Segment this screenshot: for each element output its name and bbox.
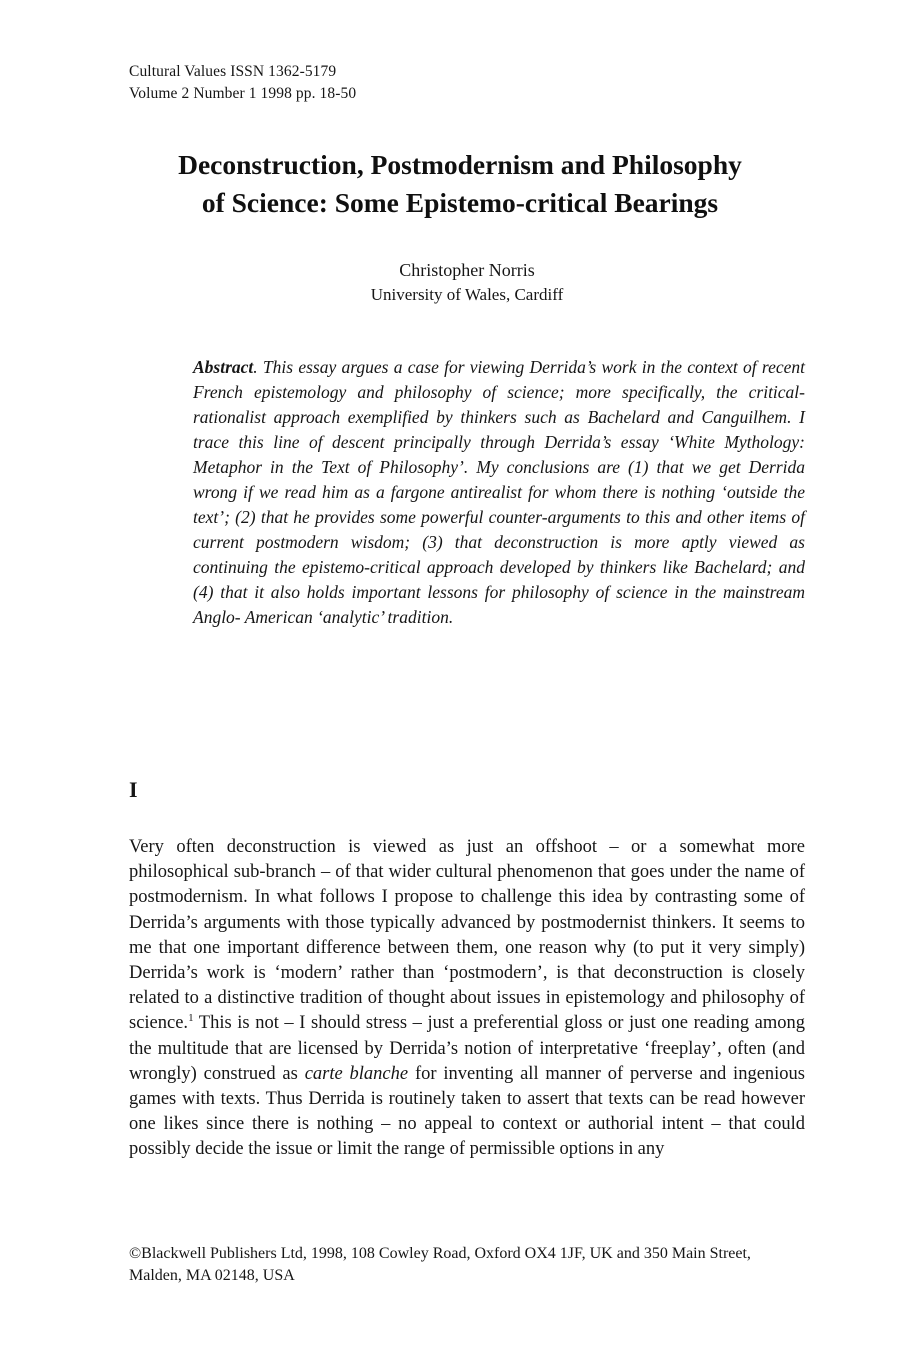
article-title-line2: of Science: Some Epistemo-critical Bearings [201, 187, 719, 218]
abstract-block [193, 355, 805, 630]
italic-phrase-carte-blanche: carte blanche [304, 1063, 409, 1084]
journal-volume-line: Volume 2 Number 1 1998 pp. 18-50 [129, 84, 357, 102]
body-paragraph [129, 835, 805, 1163]
publisher-copyright: ©Blackwell Publishers Ltd, 1998, 108 Cowley Road, Oxford OX4 1JF, UK and 350 Main Street, Malden, MA 02148, USA [129, 1245, 751, 1284]
author-name: Christopher Norris [399, 260, 535, 280]
article-title-line1: Deconstruction, Postmodernism and Philosophy [178, 149, 742, 180]
footnote-reference: 1 [188, 1012, 194, 1025]
author-affiliation: University of Wales, Cardiff [370, 285, 564, 304]
body-text-part3: for inventing all manner of perverse and ingenious games with texts. Thus Derrida is routinely taken to assert that texts can be read however one likes since there is nothing – no appeal to context or authorial intent – that could possibly decide the issue or limit the range of permissible options in any [129, 1063, 805, 1160]
abstract-text: . This essay argues a case for viewing Derrida’s work in the context of recent French epistemology and philosophy of science; more specifically, the critical-rationalist approach exemplified by thinkers such as Bachelard and Canguilhem. I trace this line of descent principally through Derrida’s essay ‘White Mythology: Metaphor in the Text of Philosophy’. My conclusions are (1) that we get Derrida wrong if we read him as a fargone antirealist for whom there is nothing ‘outside the text’; (2) that he provides some powerful counter-arguments to this and other items of current postmodern wisdom; (3) that deconstruction is more aptly viewed as continuing the epistemo-critical approach developed by thinkers like Bachelard; and (4) that it also holds important lessons for philosophy of science in the mainstream Anglo- American ‘analytic’ tradition. [193, 357, 805, 627]
body-text-part2: This is not – I should stress – just a preferential gloss or just one reading among the multitude that are licensed by Derrida’s notion of interpretative ‘freeplay’, often (and wrongly) construed as [129, 1013, 805, 1084]
abstract-label: Abstract [193, 357, 254, 377]
body-text-part1: Very often deconstruction is viewed as just an offshoot – or a somewhat more philosophical sub-branch – of that wider cultural phenomenon that goes under the name of postmodernism. In what follows I propose to challenge this idea by contrasting some of Derrida’s arguments with those typically advanced by postmodernist thinkers. It seems to me that one important difference between them, one reason why (to put it very simply) Derrida’s work is ‘modern’ rather than ‘postmodern’, is that deconstruction is closely related to a distinctive tradition of thought about issues in epistemology and philosophy of science. [129, 837, 805, 1034]
journal-header [129, 61, 356, 104]
section-heading-numeral: I [129, 777, 138, 802]
journal-issn-line: Cultural Values ISSN 1362-5179 [129, 63, 337, 80]
article-title [110, 146, 810, 222]
